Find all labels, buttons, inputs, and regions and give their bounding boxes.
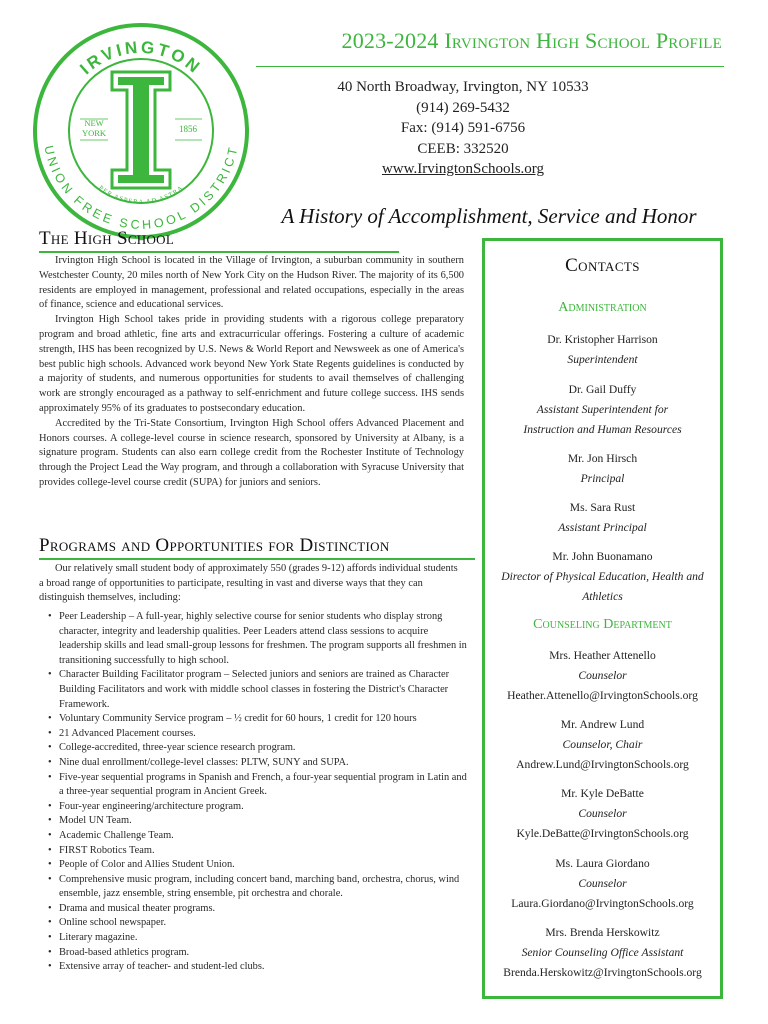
program-list-item: • Drama and musical theater programs.	[48, 902, 468, 917]
programs-intro-text: Our relatively small student body of approximately 550 (grades 9-12) affords individual students a broad range of opportunities to participate, resulting in vast and diverse ways that they can distinguish themselves, including:	[39, 563, 458, 604]
seal-year-text: 1856	[179, 124, 197, 134]
contact-name: Mr. John Buonamano	[552, 550, 653, 563]
contact-name: Dr. Kristopher Harrison	[547, 333, 658, 346]
program-list-item: • People of Color and Allies Student Union.	[48, 858, 468, 873]
website-link[interactable]: www.IrvingtonSchools.org	[381, 161, 545, 177]
program-list-item: • Nine dual enrollment/college-level classes: PLTW, SUNY and SUPA.	[48, 756, 468, 771]
seal-motto-text: PER ASPERA AD ASTRA	[97, 184, 185, 206]
contact-role: Senior Counseling Office Assistant	[521, 946, 684, 960]
counseling-contact	[482, 854, 723, 915]
high-school-body	[39, 254, 464, 491]
counseling-heading: Counseling Department	[533, 617, 672, 632]
contact-role: Counselor	[578, 807, 627, 821]
contact-name: Mr. Andrew Lund	[560, 718, 645, 731]
contact-role: Instruction and Human Resources	[523, 423, 682, 437]
street-address: 40 North Broadway, Irvington, NY 10533	[337, 79, 589, 95]
program-list-item: • Character Building Facilitator program – Selected juniors and seniors are trained as Character Building Facilitators and work with middle school classes in fostering the District's Character Framework.	[48, 668, 468, 712]
program-list-item: • Comprehensive music program, including concert band, marching band, orchestra, chorus, wind ensemble, jazz ensemble, string ensemble, pit orchestra and chorale.	[48, 873, 468, 902]
program-list-item: • FIRST Robotics Team.	[48, 844, 468, 859]
counseling-contact	[482, 715, 723, 776]
contact-role: Counselor, Chair	[562, 738, 643, 752]
program-list-item: • Peer Leadership – A full-year, highly selective course for senior students who display strong character, integrity and leadership qualities. Peer Leaders attend class sessions to acquire leadership skills and lead small-group lessons for freshmen. The program supports all freshmen in transitioning successfully to high school.	[48, 610, 468, 668]
administration-contact	[482, 330, 723, 370]
contact-name: Mr. Jon Hirsch	[567, 452, 638, 465]
contact-email[interactable]: Kyle.DeBatte@IrvingtonSchools.org	[516, 827, 689, 841]
high-school-paragraph: Accredited by the Tri-State Consortium, Irvington High School offers Advanced Placement and Honors courses. A college-level course in science research, sponsored by University at Albany, is a signature program. Students can also earn college credit from the Rochester Institute of Technology through the Project Lead the Way program, and through a collaboration with Syracuse University that provides college-level course credit (SUPA) for juniors and seniors.	[39, 417, 464, 488]
contact-role: Counselor	[578, 877, 627, 891]
programs-list	[48, 610, 468, 975]
administration-contact	[482, 380, 723, 441]
programs-intro	[39, 562, 464, 606]
program-list-item: • Literary magazine.	[48, 931, 468, 946]
title-divider	[256, 66, 724, 67]
counseling-contact	[482, 923, 723, 984]
seal-york-text: YORK	[81, 128, 107, 138]
administration-contact	[482, 547, 723, 608]
tagline: A History of Accomplishment, Service and Honor	[281, 204, 697, 228]
contact-role: Principal	[580, 472, 625, 486]
seal-bottom-text: UNION FREE SCHOOL DISTRICT	[41, 144, 241, 232]
contact-name: Ms. Laura Giordano	[555, 857, 650, 870]
seal-new-text: NEW	[84, 118, 104, 128]
contact-name: Mrs. Brenda Herskowitz	[545, 926, 660, 939]
administration-contact	[482, 449, 723, 489]
contact-email[interactable]: Laura.Giordano@IrvingtonSchools.org	[511, 897, 694, 911]
page-title: 2023-2024 Irvington High School Profile	[341, 28, 722, 53]
program-list-item: • Five-year sequential programs in Spanish and French, a four-year sequential program in Latin and a three-year sequential program in Ancient Greek.	[48, 771, 468, 800]
high-school-paragraph: Irvington High School is located in the Village of Irvington, a suburban community in southern Westchester County, 20 miles north of New York City on the Hudson River. The majority of its 6,500 residents are employed in management, professional and related occupations, especially in the areas of finance, science and educational services.	[39, 255, 464, 311]
contact-role: Counselor	[578, 669, 627, 683]
school-address-block	[258, 77, 668, 180]
administration-contact	[482, 498, 723, 538]
contact-name: Dr. Gail Duffy	[568, 383, 637, 396]
program-list-item: • Broad-based athletics program.	[48, 946, 468, 961]
program-list-item: • Model UN Team.	[48, 814, 468, 829]
seal-top-text: IRVINGTON	[76, 37, 206, 79]
high-school-divider	[39, 251, 399, 253]
program-list-item: • Voluntary Community Service program – ½ credit for 60 hours, 1 credit for 120 hours	[48, 712, 468, 727]
program-list-item: • Extensive array of teacher- and student-led clubs.	[48, 960, 468, 975]
district-seal-logo	[30, 20, 252, 242]
program-list-item: • Four-year engineering/architecture program.	[48, 800, 468, 815]
contact-email[interactable]: Andrew.Lund@IrvingtonSchools.org	[516, 758, 689, 772]
program-list-item: • 21 Advanced Placement courses.	[48, 727, 468, 742]
program-list-item: • Academic Challenge Team.	[48, 829, 468, 844]
contact-name: Ms. Sara Rust	[569, 501, 636, 514]
program-list-item: • Online school newspaper.	[48, 916, 468, 931]
contacts-heading: Contacts	[565, 255, 640, 276]
counseling-contact	[482, 784, 723, 845]
contact-role: Director of Physical Education, Health and	[501, 570, 704, 584]
contact-email[interactable]: Brenda.Herskowitz@IrvingtonSchools.org	[503, 966, 702, 980]
contact-role: Assistant Principal	[558, 521, 647, 535]
administration-heading: Administration	[558, 300, 647, 315]
contact-role: Athletics	[582, 590, 623, 604]
contact-name: Mrs. Heather Attenello	[549, 649, 656, 662]
programs-heading: Programs and Opportunities for Distinction	[39, 535, 390, 556]
counseling-contact	[482, 646, 723, 707]
contact-role: Superintendent	[567, 353, 638, 367]
high-school-paragraph: Irvington High School takes pride in providing students with a rigorous college preparatory program and broad athletic, fine arts and extracurricular offerings. Fostering a culture of academic strength, IHS has been recognized by U.S. News & World Report and Newsweek as one of America's best public high schools. Advanced work beyond New York State Regents guidelines is conducted by a majority of students, and numerous opportunities for students to avail themselves of challenging work are strongly encouraged as a pathway to self-enrichment and future college success. IHS sends approximately 95% of its graduates to postsecondary education.	[39, 314, 464, 414]
program-list-item: • College-accredited, three-year science research program.	[48, 741, 468, 756]
high-school-heading: The High School	[39, 228, 175, 249]
ceeb-code: CEEB: 332520	[417, 140, 509, 157]
contact-role: Assistant Superintendent for	[536, 403, 669, 417]
contact-email[interactable]: Heather.Attenello@IrvingtonSchools.org	[507, 689, 698, 703]
programs-divider	[39, 558, 475, 560]
phone-number: (914) 269-5432	[416, 99, 510, 116]
contact-name: Mr. Kyle DeBatte	[561, 787, 644, 800]
fax-number: Fax: (914) 591-6756	[400, 120, 526, 136]
